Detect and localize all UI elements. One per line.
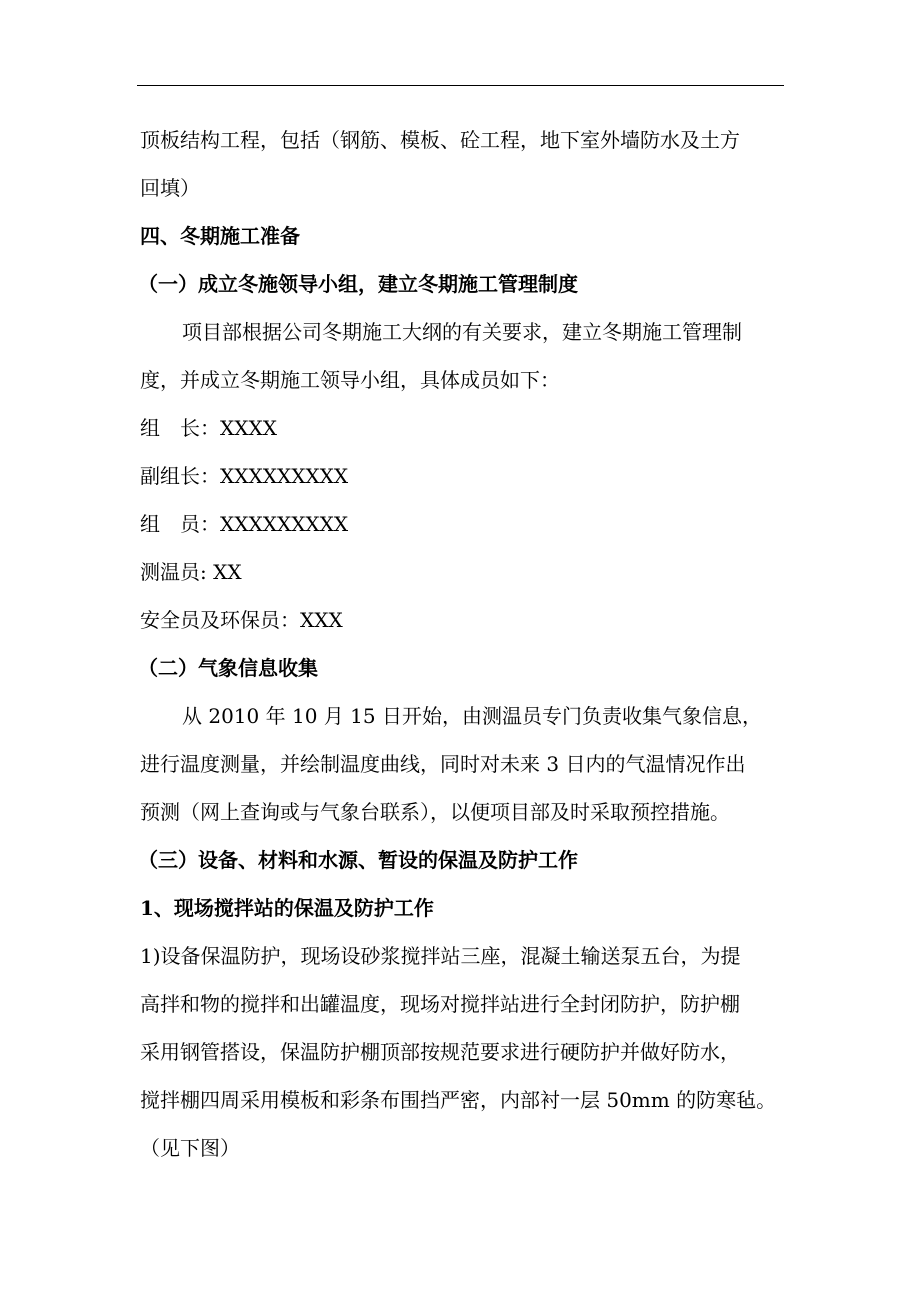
paragraph-line: 项目部根据公司冬期施工大纲的有关要求，建立冬期施工管理制 bbox=[182, 320, 742, 344]
member-safety-officer: 安全员及环保员：XXX bbox=[140, 608, 343, 632]
subsection-heading: （一）成立冬施领导小组，建立冬期施工管理制度 bbox=[138, 272, 578, 296]
paragraph-line: 顶板结构工程，包括（钢筋、模板、砼工程，地下室外墙防水及土方 bbox=[140, 128, 740, 152]
subsection-heading: （三）设备、材料和水源、暂设的保温及防护工作 bbox=[138, 848, 578, 872]
subsection-heading: （二）气象信息收集 bbox=[138, 656, 318, 680]
paragraph-line: 采用钢管搭设，保温防护棚顶部按规范要求进行硬防护并做好防水， bbox=[140, 1040, 740, 1064]
section-heading: 四、冬期施工准备 bbox=[140, 224, 300, 248]
paragraph-line: 预测（网上查询或与气象台联系），以便项目部及时采取预控措施。 bbox=[140, 800, 730, 824]
member-members: 组 员：XXXXXXXXX bbox=[140, 512, 349, 536]
paragraph-line: 进行温度测量，并绘制温度曲线，同时对未来 3 日内的气温情况作出 bbox=[140, 752, 746, 776]
member-leader: 组 长：XXXX bbox=[140, 416, 277, 440]
paragraph-line: （见下图） bbox=[140, 1136, 240, 1160]
item-heading: 1、现场搅拌站的保温及防护工作 bbox=[140, 896, 434, 920]
paragraph-line: 1)设备保温防护，现场设砂浆搅拌站三座，混凝土输送泵五台，为提 bbox=[140, 944, 741, 968]
paragraph-line: 度，并成立冬期施工领导小组，具体成员如下： bbox=[140, 368, 560, 392]
header-rule bbox=[137, 85, 784, 86]
member-deputy-leader: 副组长：XXXXXXXXX bbox=[140, 464, 349, 488]
paragraph-line: 高拌和物的搅拌和出罐温度，现场对搅拌站进行全封闭防护，防护棚 bbox=[140, 992, 740, 1016]
member-temperature-recorder: 测温员: XX bbox=[140, 560, 242, 584]
paragraph-line: 从 2010 年 10 月 15 日开始，由测温员专门负责收集气象信息， bbox=[182, 704, 762, 728]
paragraph-line: 回填） bbox=[140, 176, 200, 200]
document-body bbox=[140, 116, 788, 1172]
paragraph-line: 搅拌棚四周采用模板和彩条布围挡严密，内部衬一层 50mm 的防寒毡。 bbox=[140, 1088, 777, 1112]
